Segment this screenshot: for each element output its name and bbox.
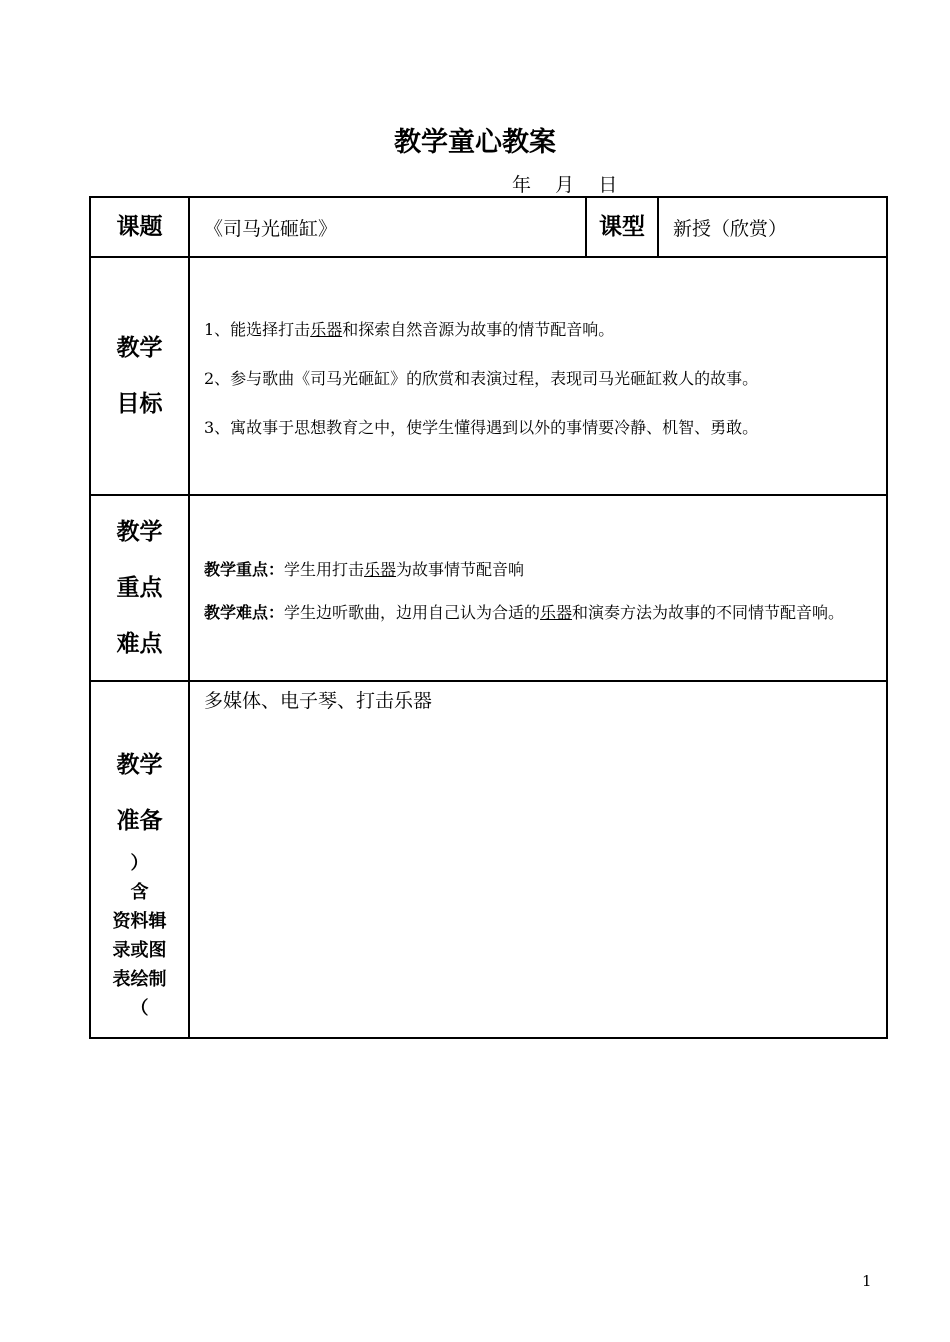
difficulty-link[interactable]: 乐器 bbox=[540, 602, 573, 622]
difficulty-pre: 学生边听歌曲，边用自己认为合适的 bbox=[284, 602, 541, 622]
preparation-note-line2: 含 bbox=[130, 882, 149, 903]
focus-pre: 学生用打击 bbox=[284, 559, 365, 579]
key-points-label-line1: 教学 bbox=[116, 519, 163, 545]
focus-link[interactable]: 乐器 bbox=[364, 559, 397, 579]
difficulty-post: 和演奏方法为故事的不同情节配音响。 bbox=[572, 602, 845, 622]
page-number: 1 bbox=[862, 1272, 872, 1290]
lesson-plan-table bbox=[89, 196, 888, 1039]
difficulty-label: 教学难点： bbox=[204, 602, 285, 622]
type-value: 新授（欣赏） bbox=[658, 197, 887, 257]
key-points-label bbox=[90, 495, 189, 681]
preparation-label-line2: 准备 bbox=[116, 808, 163, 834]
preparation-label bbox=[90, 681, 189, 1038]
topic-row bbox=[90, 197, 887, 257]
focus-line bbox=[204, 557, 866, 583]
topic-label: 课题 bbox=[90, 197, 189, 257]
preparation-content: 多媒体、电子琴、打击乐器 bbox=[189, 681, 887, 1038]
goals-content bbox=[189, 257, 887, 495]
goal-item-1-post: 和探索自然音源为故事的情节配音响。 bbox=[342, 320, 615, 339]
goals-label-line1: 教学 bbox=[116, 335, 163, 361]
goals-label bbox=[90, 257, 189, 495]
key-points-row bbox=[90, 495, 887, 681]
goal-item-3: 3、寓故事于思想教育之中，使学生懂得遇到以外的事情要冷静、机智、勇敢。 bbox=[204, 418, 759, 437]
focus-label: 教学重点： bbox=[204, 559, 285, 579]
document-title: 教学童心教案 bbox=[394, 127, 556, 158]
type-label: 课型 bbox=[586, 197, 658, 257]
date-line: 年 月 日 bbox=[512, 174, 618, 196]
goals-row bbox=[90, 257, 887, 495]
goals-label-line2: 目标 bbox=[116, 391, 163, 417]
preparation-note bbox=[91, 849, 188, 1023]
focus-post: 为故事情节配音响 bbox=[396, 559, 525, 579]
preparation-label-line1: 教学 bbox=[116, 752, 163, 778]
key-points-content bbox=[189, 495, 887, 681]
goal-item-1-link[interactable]: 乐器 bbox=[310, 320, 343, 339]
preparation-note-line5: 表绘制 bbox=[112, 969, 167, 990]
difficulty-line bbox=[204, 600, 866, 626]
key-points-label-line2: 重点 bbox=[116, 575, 163, 601]
preparation-note-line1: ） bbox=[130, 853, 149, 874]
preparation-row bbox=[90, 681, 887, 1038]
preparation-note-line6: （ bbox=[130, 998, 149, 1019]
preparation-note-line3: 资料辑 bbox=[112, 911, 167, 932]
goal-item-1-pre: 1、能选择打击 bbox=[204, 320, 311, 339]
key-points-label-line3: 难点 bbox=[116, 631, 163, 657]
topic-value: 《司马光砸缸》 bbox=[189, 197, 586, 257]
goal-item-2: 2、参与歌曲《司马光砸缸》的欣赏和表演过程，表现司马光砸缸救人的故事。 bbox=[204, 369, 759, 388]
goal-item-1 bbox=[204, 320, 886, 340]
preparation-note-line4: 录或图 bbox=[112, 940, 167, 961]
